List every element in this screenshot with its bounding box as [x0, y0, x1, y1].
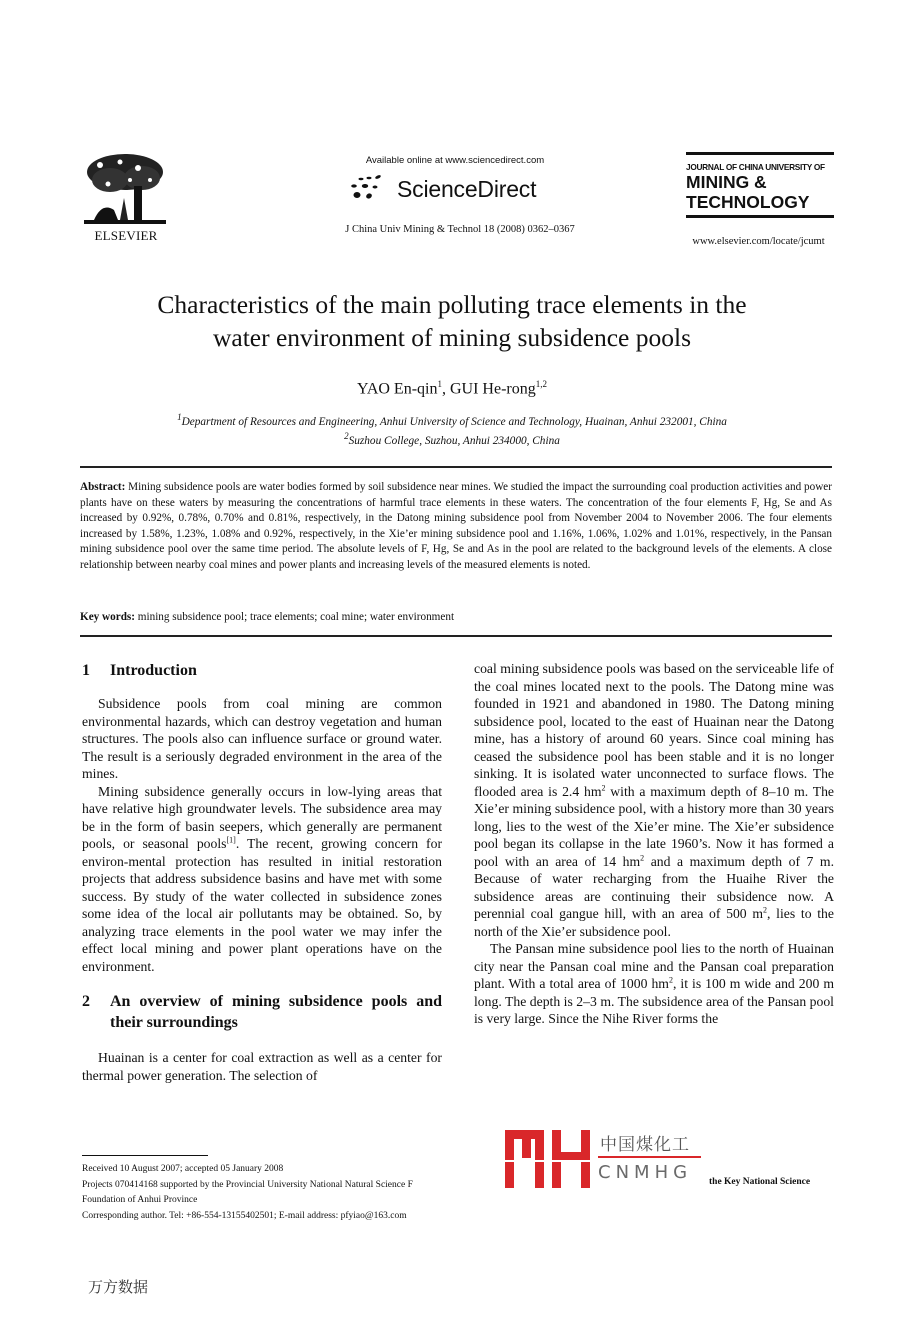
- publisher-name: ELSEVIER: [94, 228, 158, 243]
- watermark-latin-text: CNMHG: [598, 1162, 693, 1183]
- journal-name-small: JOURNAL OF CHINA UNIVERSITY OF: [686, 162, 825, 172]
- abstract-rule-bottom: [80, 635, 832, 637]
- author-name: GUI He-rong: [449, 380, 536, 398]
- journal-name-line2: TECHNOLOGY: [686, 192, 810, 212]
- journal-masthead: [686, 152, 834, 218]
- watermark-chinese-text: 中国煤化工: [600, 1135, 690, 1155]
- abstract: [80, 480, 832, 573]
- keywords-text: mining subsidence pool; trace elements; coal mine; water environment: [135, 611, 455, 623]
- citation-ref[interactable]: [1]: [226, 835, 236, 845]
- received-date: Received 10 August 2007; accepted 05 January 2008: [82, 1164, 284, 1174]
- available-online-link[interactable]: Available online at www.sciencedirect.com: [365, 155, 545, 166]
- affiliation-1: $^1$Department of Resources and Engineering, Anhui University of Science and Technology, Huainan, Anhui 232001, China: [177, 412, 727, 428]
- paragraph: Huainan is a center for coal extraction as well as a center for thermal power generation. The selection of: [82, 1050, 442, 1083]
- journal-name-line1: MINING &: [686, 172, 767, 192]
- journal-citation: J China Univ Mining & Technol 18 (2008) 0362–0367: [345, 224, 575, 235]
- cnmhg-logo-icon: [505, 1130, 590, 1188]
- keywords: [80, 611, 832, 623]
- funding-note: Projects 070414168 supported by the Provincial University National Natural Science F: [82, 1179, 413, 1190]
- abstract-label: Abstract:: [80, 481, 126, 493]
- wanfang-data-mark: 万方数据: [88, 1278, 149, 1296]
- paper-title: Characteristics of the main polluting trace elements in the water environment of mining subsidence pools: [157, 290, 747, 352]
- author-affiliation-ref: 1: [437, 379, 442, 389]
- section-heading-introduction: 1 Introduction: [82, 662, 197, 679]
- affiliation-2: $^2$Suzhou College, Suzhou, Anhui 234000, China: [344, 431, 560, 447]
- abstract-text: Mining subsidence pools are water bodies formed by soil subsidence near mines. We studied the impact the surrounding coal production activities and power plants have on these waters by measuring the concentrations of harmful trace elements in these waters. The concentration of the four elements F, Hg, Se and As increased by 0.92%, 0.78%, 0.70% and 0.81%, respectively, in the Datong mining subsidence pool from November 2004 to November 2006. The four elements increased by 1.58%, 1.23%, 1.08% and 0.92%, respectively, in the Xie’er mining subsidence pool and 1.16%, 1.06%, 1.02% and 1.01%, respectively, in the Pansan mining subsidence pool over the same time period. The absolute levels of F, Hg, Se and As in the pool are related to the background levels of the elements. A close relationship between nearby coal mines and power plants and increasing levels of the measured elements is noted.: [80, 481, 832, 571]
- sciencedirect-logo[interactable]: [345, 172, 575, 206]
- paragraph: Subsidence pools from coal mining are common environmental hazards, which can destroy vegetation and human structures. The pools also can influence surface or ground water. The result is a seriously degraded environment in the area of the mines.: [82, 696, 442, 781]
- column-left: [82, 660, 442, 1084]
- paragraph: The Pansan mine subsidence pool lies to the north of Huainan city near the Pansan coal mine and the Pansan coal preparation plant. With a total area of 1000 $hm^2$, it is 100 m wide and 200 m long. The depth is 2–3 m. The subsidence area of the Pansan pool is very large. Since the Nihe River forms the: [474, 941, 834, 1026]
- masthead-rule-top: [686, 152, 834, 155]
- footnote-rule: [82, 1155, 208, 1156]
- watermark-divider: [598, 1156, 701, 1158]
- funding-note-tail: the Key National Science: [709, 1177, 811, 1187]
- paragraph: Mining subsidence generally occurs in low-lying areas that have relative high groundwater levels. The subsidence area may be in the form of basin seepers, which generally are permanent pools, or seasonal pools[1]. The recent, growing concern for environ-mental protection has resulted in initial restoration projects that address subsidence basins and have met with some success. By study of the water collected in subsidence zones some idea of the local air pollutants may be obtained. So, by analyzing trace elements in the pool water we may infer the effect local mining and power plant operations have on the environment.: [82, 783, 443, 974]
- keywords-label: Key words:: [80, 611, 135, 623]
- funding-note-cont: Foundation of Anhui Province: [82, 1195, 198, 1205]
- sciencedirect-wordmark: ScienceDirect: [397, 175, 537, 202]
- masthead-rule-bottom: [686, 215, 834, 218]
- author-list: YAO En-qin$^1$, GUI He-rong$^{1,2}$: [357, 379, 547, 398]
- journal-url-link[interactable]: www.elsevier.com/locate/jcumt: [692, 236, 825, 247]
- author-affiliation-ref: 1,2: [535, 379, 547, 389]
- abstract-rule-top: [80, 466, 832, 468]
- elsevier-tree-logo: [80, 150, 170, 240]
- sciencedirect-dots-icon: [345, 174, 395, 204]
- corresponding-author: Corresponding author. Tel: +86-554-13155402501; E-mail address: pfyiao@163.com: [82, 1210, 407, 1221]
- section-heading-overview: 2 An overview of mining subsidence pools and their surroundings: [82, 993, 442, 1031]
- author-name: YAO En-qin: [357, 380, 438, 398]
- paragraph: coal mining subsidence pools was based on the serviceable life of the coal mines located next to the pools. The Datong mine was founded in 1921 and abandoned in 1980. The Datong mining subsidence pool, located to the east of Huainan near the Datong mine, has a history of around 60 years. Since coal mining has ceased the subsidence pool has been stable and it is no longer sinking. It is isolated water unconnected to surface flows. The flooded area is 2.4 $hm^2$ with a maximum depth of 8–10 m. The Xie’er mining subsidence pool, with a history more than 30 years long, lies to the west of the Xie’er mine. The Xie’er subsidence pool began its collapse in the late 1960’s. Now it has formed a pool with an area of 14 $hm^2$ and a maximum depth of 7 m. Because of water recharging from the Huaihe River the subsidence areas are continuing their subsidence now. A perennial coal gangue hill, with an area of 500 $m^2$, lies to the north of the Xie’er subsidence pool.: [474, 661, 834, 939]
- column-right: [474, 660, 834, 1028]
